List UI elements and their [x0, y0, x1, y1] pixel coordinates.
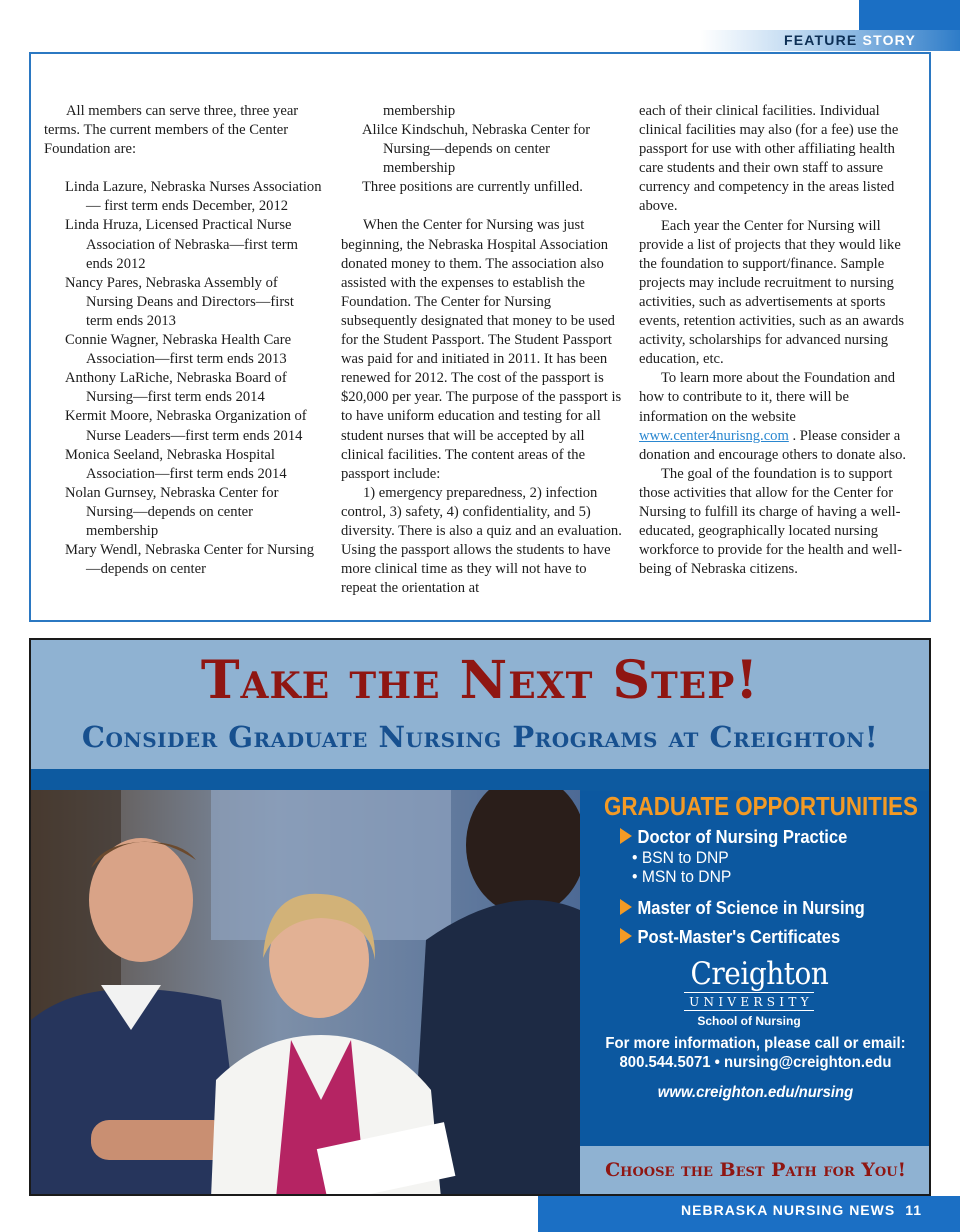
- member-item: Kermit Moore, Nebraska Organization of Nurse Leaders—first term ends 2014: [65, 408, 307, 444]
- page-number: 11: [905, 1202, 922, 1218]
- logo-school: School of Nursing: [697, 1014, 801, 1028]
- article-box: [29, 52, 931, 620]
- ad-website: www.creighton.edu/nursing: [657, 1084, 854, 1101]
- program-item: Master of Science in Nursing: [620, 898, 865, 919]
- triangle-bullet-icon: [620, 828, 632, 844]
- member-item: Mary Wendl, Nebraska Center for Nursing—depends on center: [65, 542, 315, 578]
- logo-name: Creighton: [690, 956, 829, 992]
- website-link[interactable]: www.center4nurisng.com: [639, 427, 789, 444]
- member-item: Nancy Pares, Nebraska Assembly of Nursing Deans and Directors—first term ends 2013: [65, 274, 294, 329]
- program-subitem: • MSN to DNP: [632, 867, 732, 886]
- member-item: Linda Lazure, Nebraska Nurses Association— first term ends December, 2012: [65, 179, 322, 215]
- program-subitem: • BSN to DNP: [632, 848, 729, 867]
- creighton-logo: [684, 956, 829, 1028]
- publication-name: NEBRASKA NURSING NEWS: [681, 1202, 896, 1218]
- intro-paragraph: All members can serve three, three year terms. The current members of the Center Foundation are:: [44, 103, 299, 158]
- paragraph: Each year the Center for Nursing will provide a list of projects that they would like the foundation to support/finance. Sample projects may include recruitment to nursing activities, such as advertisements at sports events, retention activities, such as an awards activity, scholarships for advanced nursing education, etc.: [639, 217, 905, 368]
- contact-prompt: For more information, please call or email:: [605, 1035, 906, 1052]
- member-item: Monica Seeland, Nebraska Hospital Association—first term ends 2014: [65, 446, 287, 482]
- creighton-advertisement: [29, 638, 931, 1196]
- paragraph: The goal of the foundation is to support those activities that allow for the Center for Nursing to fulfill its charge of having a well-educated, geographically located nursing workforce to provide for the health and well-being of Nebraska citizens.: [639, 465, 902, 578]
- triangle-bullet-icon: [620, 899, 632, 915]
- unfilled-note: Three positions are currently unfilled.: [362, 179, 583, 196]
- member-item: Connie Wagner, Nebraska Health Care Association—first term ends 2013: [65, 332, 292, 368]
- member-continuation: membership: [383, 103, 456, 119]
- paragraph: To learn more about the Foundation and how to contribute to it, there will be information on the website www.center4nurisng.com . Please consider a donation and encourage others to donate also.: [639, 370, 907, 463]
- program-item: Doctor of Nursing Practice: [620, 827, 847, 848]
- ad-title: Take the Next Step!: [200, 650, 760, 711]
- article-column-2: [341, 102, 623, 598]
- member-item: Anthony LaRiche, Nebraska Board of Nursing—first term ends 2014: [65, 370, 287, 406]
- footer-label: [681, 1202, 922, 1218]
- paragraph: each of their clinical facilities. Individual clinical facilities may also (for a fee) use the passport for use with other affiliating health care students and their own staff to assure currency and competency in the areas listed above.: [639, 103, 899, 215]
- ad-tagline: Choose the Best Path for You!: [580, 1146, 931, 1196]
- paragraph: When the Center for Nursing was just beginning, the Nebraska Hospital Association donated money to them. The association also assisted with the expenses to establish the Foundation. The Center for Nursing subsequently designated that money to be used for the Student Passport. The Student Passport was paid for and initiated in 2011. It has been renewed for 2012. The cost of the passport is $20,000 per year. The purpose of the passport is to have uniform education and testing for all student nurses that will be accepted by all clinical facilities. The content areas of the passport include:: [341, 217, 622, 482]
- ad-subtitle: Consider Graduate Nursing Programs at Creighton!: [81, 720, 879, 754]
- article-column-1: [44, 102, 324, 579]
- member-item: Linda Hruza, Licensed Practical Nurse Association of Nebraska—first term ends 2012: [65, 217, 298, 272]
- article-column-3: [639, 102, 921, 579]
- member-item: Nolan Gurnsey, Nebraska Center for Nursing—depends on center membership: [65, 484, 279, 539]
- section-label: FEATURE STORY: [783, 32, 916, 48]
- divider: [29, 620, 931, 622]
- logo-university: UNIVERSITY: [684, 992, 814, 1011]
- nurses-photo: [31, 790, 580, 1196]
- program-item: Post-Master's Certificates: [620, 927, 840, 948]
- member-item: Alilce Kindschuh, Nebraska Center for Nursing—depends on center membership: [362, 122, 591, 177]
- contact-details: 800.544.5071 • nursing@creighton.edu: [619, 1054, 892, 1071]
- triangle-bullet-icon: [620, 928, 632, 944]
- graduate-opportunities-panel: [580, 791, 931, 1146]
- header-corner-block: [859, 0, 960, 30]
- panel-heading: GRADUATE OPPORTUNITIES: [604, 791, 918, 821]
- ad-stripe: [31, 769, 929, 791]
- paragraph: 1) emergency preparedness, 2) infection control, 3) safety, 4) confidentiality, and 5) diversity. There is also a quiz and an evaluation. Using the passport allows the students to have more clinical time as they will not have to repeat the orientation at: [341, 484, 622, 597]
